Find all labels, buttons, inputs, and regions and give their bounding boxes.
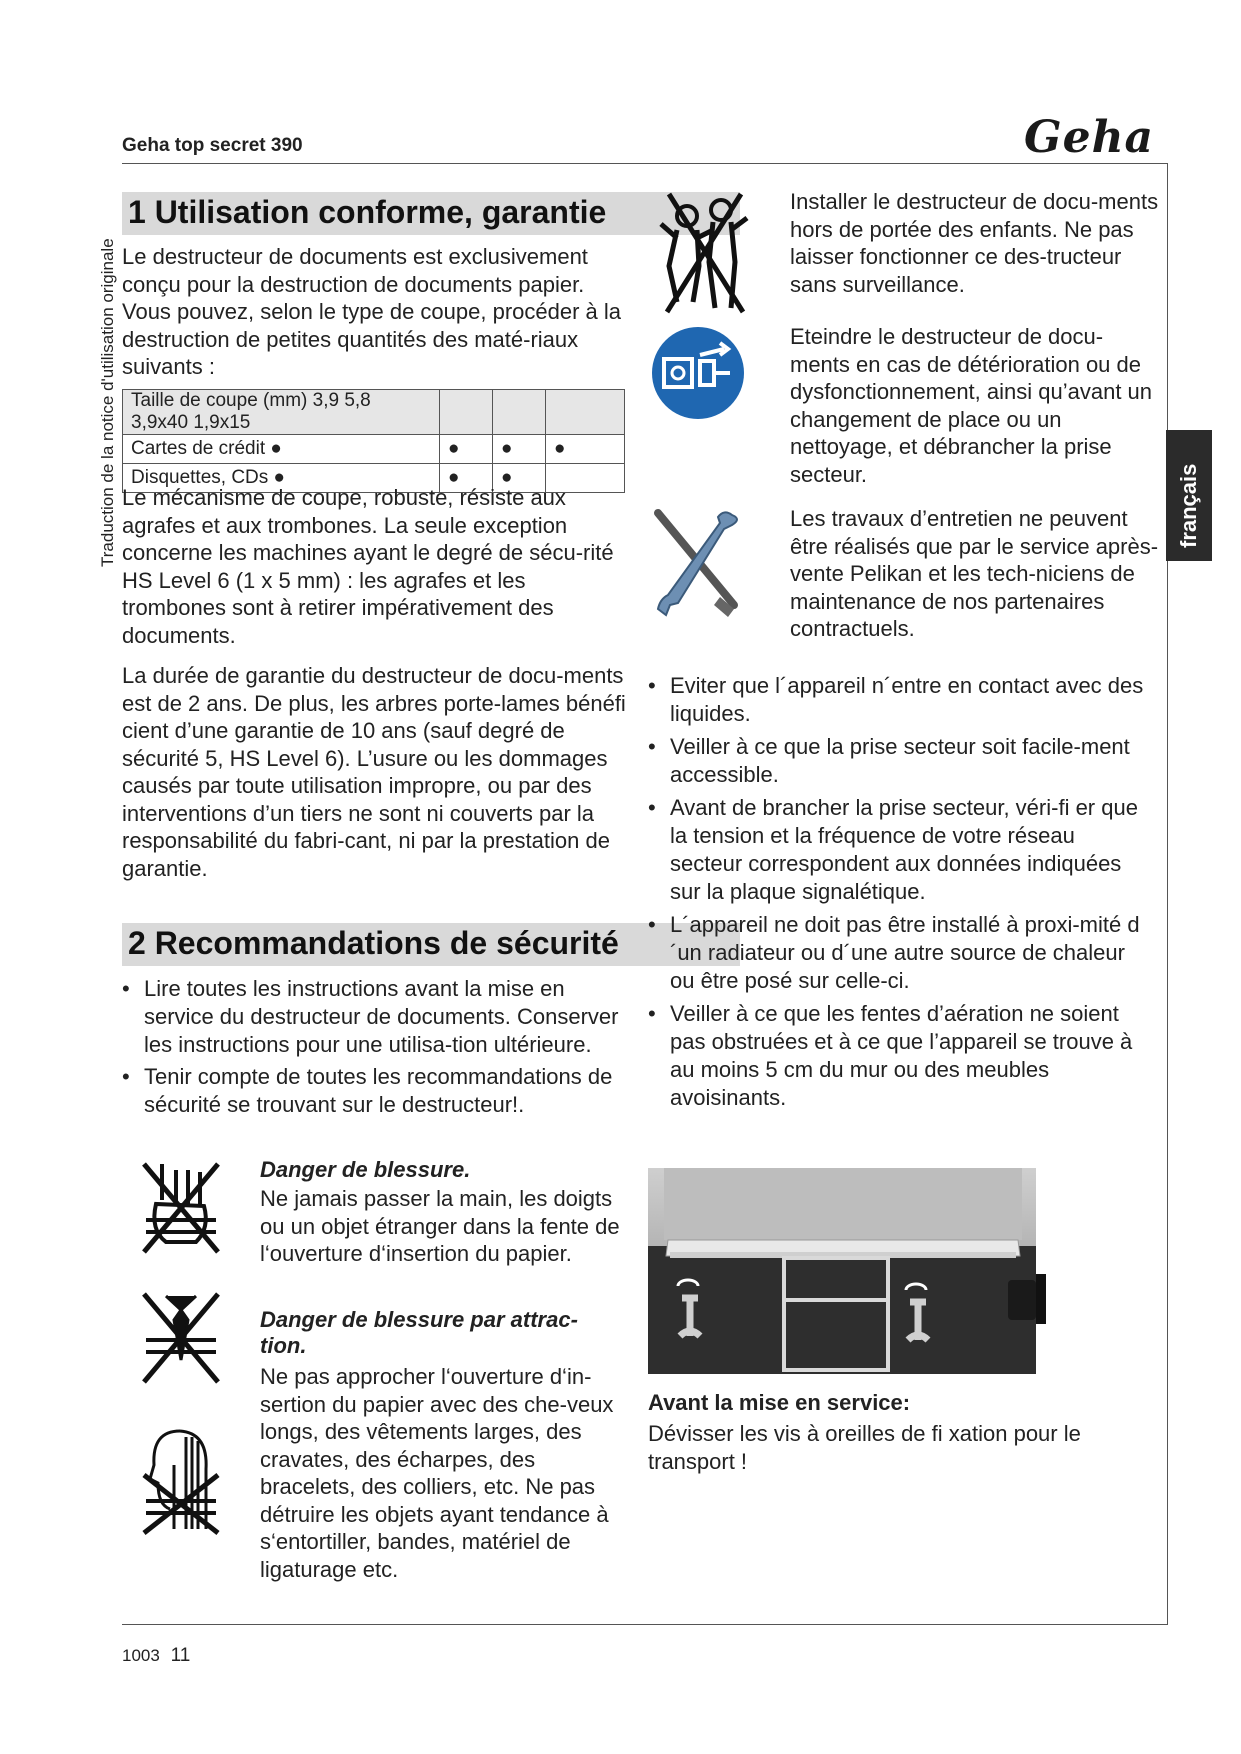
table-cell: ● [440,435,493,464]
language-tab [1166,430,1212,561]
children-text: Installer le destructeur de docu-ments hors de portée des enfants. Ne pas laisser fonctionner ce des-tructeur sans surveillance. [790,189,1159,297]
table-cell [440,390,493,435]
caption-text: Dévisser les vis à oreilles de fi xation pour le transport ! [648,1421,1081,1474]
section1-warranty: La durée de garantie du destructeur de docu-ments est de 2 ans. De plus, les arbres porte-lames bénéfi cient d’une garantie de 10 ans (sauf degré de sécurité 5, HS Level 6). L’usure ou les dommages causés par toute utilisation impropre, ou par des interventions d’un tiers ne sont ni couverts par la responsabilité du fabri-cant, ni par la prestation de garantie. [122,663,626,881]
right-bullet-list [648,672,1153,1112]
no-children-icon [655,190,753,316]
footer-rule [122,1624,1168,1625]
list-item: • Veiller à ce que la prise secteur soit facile-ment accessible. [648,733,1153,789]
table-cell: ● [546,435,625,464]
table-cell: ● [493,464,546,493]
hand-danger-icon [140,1160,222,1256]
list-item: • L´appareil ne doit pas être installé à proxi-mité d´un radiateur ou d´une autre source de chaleur ou être posé sur celle-ci. [648,911,1153,995]
table-row [123,435,625,464]
page-number: 11 [170,1645,191,1666]
table-cell: Cartes de crédit ● [123,435,440,464]
language-tab-label: français [1176,463,1201,548]
list-item: • Lire toutes les instructions avant la mise en service du destructeur de documents. Conserver les instructions pour une utilisa-tion ultérieure. [122,975,627,1059]
danger2-text: Ne pas approcher l‘ouverture d‘in-sertion du papier avec des che-veux longs, des vêtements larges, des cravates, des écharpes, des bracelets, des colliers, etc. Ne pas détruire les objets ayant tendance à s‘entortiller, bandes, matériel de ligaturage etc. [260,1364,614,1582]
geha-logo: Geha [1024,112,1155,163]
section1-heading: 1 Utilisation conforme, garantie [122,192,740,235]
table-cell: Taille de coupe (mm) 3,9 5,8 3,9x40 1,9x15 [123,390,440,435]
side-label [98,187,120,567]
list-item: • Veiller à ce que les fentes d’aération ne soient pas obstruées et à ce que l’appareil se trouve à au moins 5 cm du mur ou des meubles avoisinants. [648,1000,1153,1112]
document-title: Geha top secret 390 [122,135,303,156]
table-cell [546,390,625,435]
service-text: Les travaux d’entretien ne peuvent être réalisés que par le service après-vente Pelikan et les tech-niciens de maintenance de nos partenaires contractuels. [790,506,1159,641]
right-rule [1167,163,1168,1625]
unplug-text: Eteindre le destructeur de docu-ments en cas de détérioration ou de dysfonctionnement, ainsi qu’avant un changement de place ou un nettoyage, et débrancher la prise secteur. [790,324,1153,487]
danger1-text: Ne jamais passer la main, les doigts ou un objet étranger dans la fente de l‘ouverture d‘insertion du papier. [260,1186,620,1266]
table-cell [493,390,546,435]
table-cell: ● [440,464,493,493]
unplug-icon [650,325,746,421]
list-item: • Eviter que l´appareil n´entre en contact avec des liquides. [648,672,1153,728]
caption-title: Avant la mise en service: [648,1390,911,1415]
cut-size-table [122,389,625,493]
danger2-title: Danger de blessure par attrac-tion. [260,1307,578,1358]
section2-heading: 2 Recommandations de sécurité [122,923,740,966]
hair-danger-icon [140,1425,222,1535]
list-item: • Tenir compte de toutes les recommandations de sécurité se trouvant sur le destructeur!. [122,1063,627,1119]
header-rule [122,163,1168,164]
list-item: • Avant de brancher la prise secteur, véri-fi er que la tension et la fréquence de votre réseau secteur correspondent aux données indiquées sur la plaque signalétique. [648,794,1153,906]
table-header-row [123,390,625,435]
page-footer [122,1645,190,1667]
document-code: 1003 [122,1646,160,1665]
table-cell: Disquettes, CDs ● [123,464,440,493]
section1-mechanism: Le mécanisme de coupe, robuste, résiste aux agrafes et aux trombones. La seule exception concerne les machines ayant le degré de sécu-rité HS Level 6 (1 x 5 mm) : les agrafes et les trombones sont à retirer impérativement des documents. [122,485,614,648]
side-label-text: Traduction de la notice d'utilisation originale [98,238,117,567]
tie-danger-icon [140,1290,222,1386]
no-service-tools-icon [650,505,746,621]
transport-screws-photo [648,1168,1056,1374]
table-cell: ● [493,435,546,464]
danger1-title: Danger de blessure. [260,1157,471,1182]
section2-bullet-list [122,975,627,1119]
section1-intro: Le destructeur de documents est exclusivement conçu pour la destruction de documents papier. Vous pouvez, selon le type de coupe, procéder à la destruction de petites quantités des maté-riaux suivants : [122,244,622,379]
